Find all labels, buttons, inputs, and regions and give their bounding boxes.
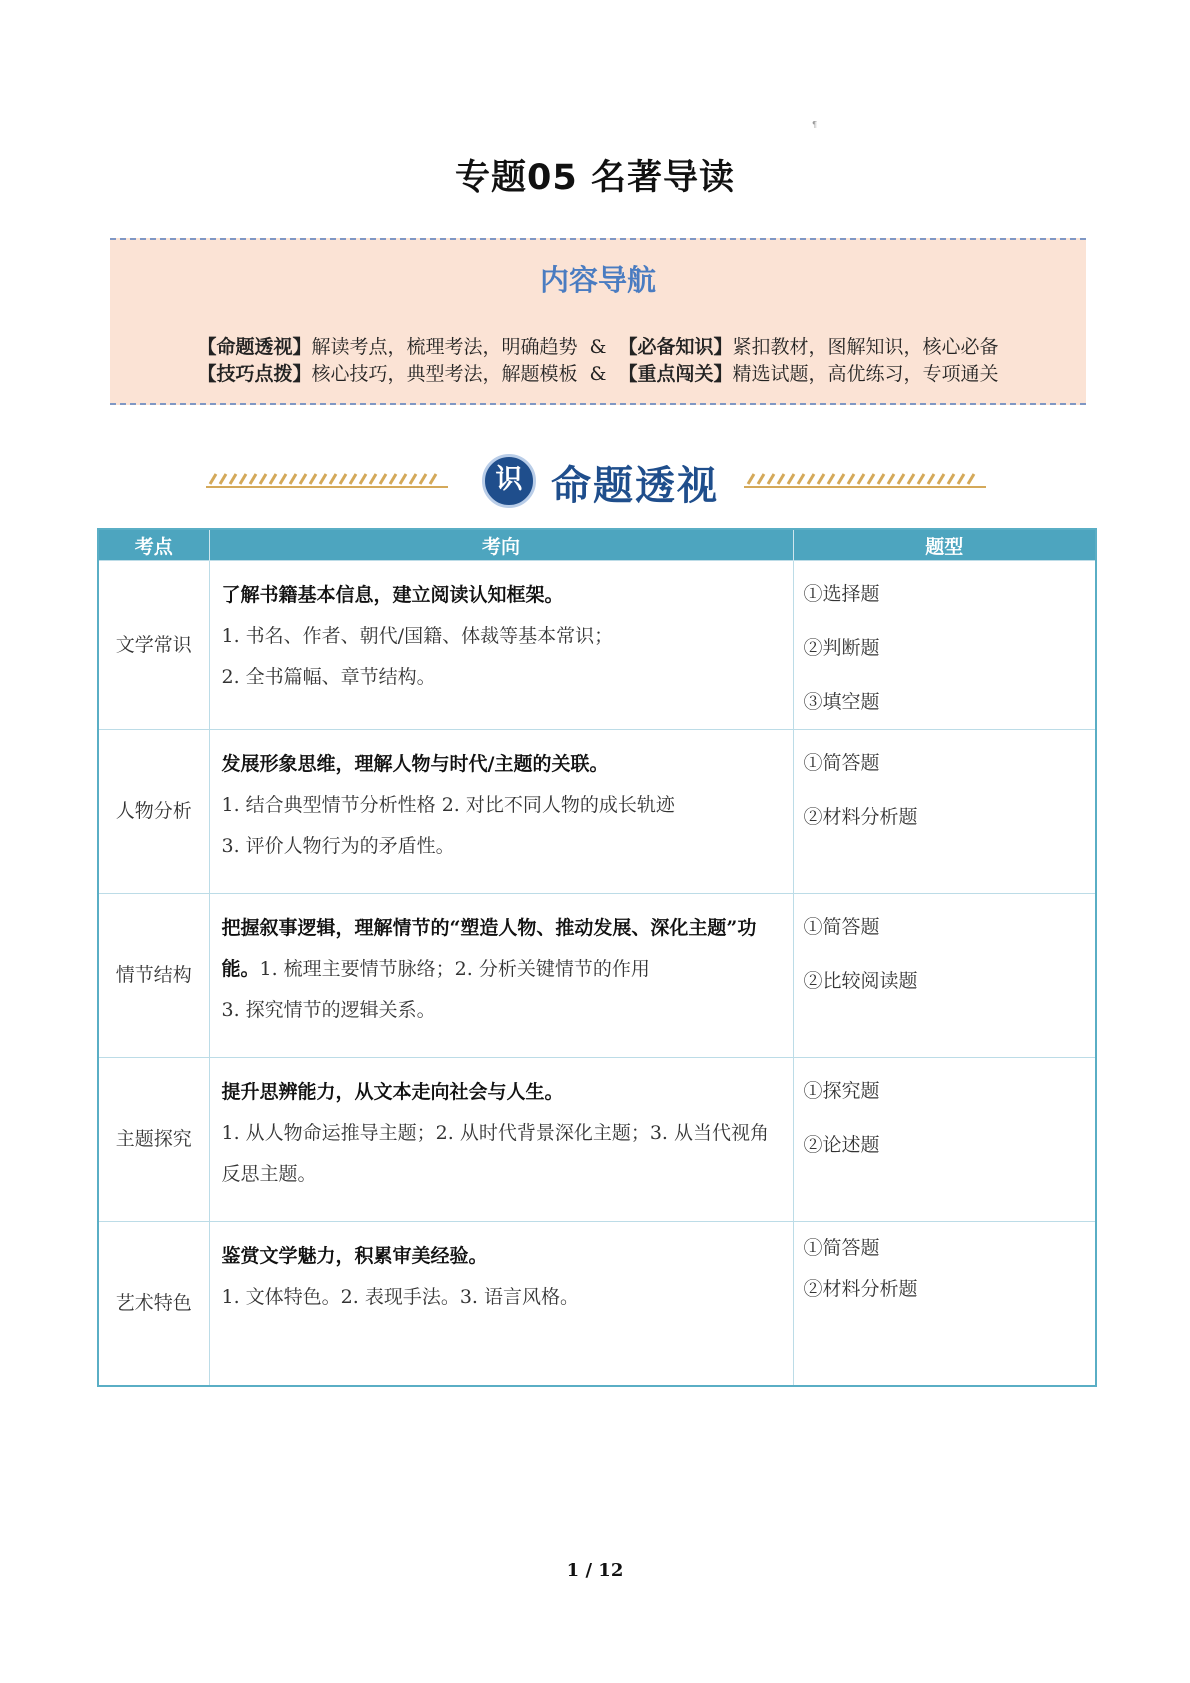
nav-amp: &	[589, 336, 607, 358]
question-type-cell	[793, 730, 1096, 894]
exam-direction-cell	[209, 561, 793, 730]
nav-key: 【技巧点拨】	[197, 363, 312, 385]
hatch-decoration-left	[206, 472, 448, 488]
direction-heading: 发展形象思维，理解人物与时代/主题的关联。	[221, 753, 609, 775]
question-type-cell	[793, 894, 1096, 1058]
direction-inline: 1. 梳理主要情节脉络；2. 分析关键情节的作用	[259, 958, 650, 980]
exam-point-cell: 艺术特色	[98, 1222, 209, 1386]
exam-direction-cell	[209, 1222, 793, 1386]
exam-direction-cell	[209, 1058, 793, 1222]
exam-point-cell: 人物分析	[98, 730, 209, 894]
question-type-cell	[793, 1058, 1096, 1222]
nav-line-2	[110, 359, 1086, 386]
nav-amp: &	[589, 363, 607, 385]
nav-key: 【必备知识】	[618, 336, 733, 358]
table-row	[98, 894, 1096, 1058]
direction-line: 2. 全书篇幅、章节结构。	[221, 666, 436, 688]
nav-text: 紧扣教材，图解知识，核心必备	[732, 336, 999, 358]
question-type: ①选择题	[803, 583, 880, 605]
question-type: ③填空题	[803, 691, 880, 713]
table-row	[98, 1222, 1096, 1386]
nav-key: 【重点闯关】	[618, 363, 733, 385]
section-badge-icon: 识	[482, 454, 536, 508]
question-type: ②比较阅读题	[803, 970, 918, 992]
page-title: 专题05 名著导读	[455, 158, 735, 198]
direction-line: 3. 评价人物行为的矛盾性。	[221, 835, 455, 857]
nav-line-1	[110, 332, 1086, 359]
question-type: ①简答题	[803, 916, 880, 938]
question-type: ②论述题	[803, 1134, 880, 1156]
question-type-cell	[793, 1222, 1096, 1386]
question-type: ②判断题	[803, 637, 880, 659]
direction-heading: 提升思辨能力，从文本走向社会与人生。	[221, 1081, 564, 1103]
direction-line: 1. 书名、作者、朝代/国籍、体裁等基本常识；	[221, 625, 614, 647]
direction-heading: 鉴赏文学魅力，积累审美经验。	[221, 1245, 488, 1267]
question-type: ②材料分析题	[803, 1278, 918, 1300]
hatch-decoration-right	[744, 472, 986, 488]
nav-heading: 内容导航	[539, 263, 656, 297]
page-number: 1 / 12	[566, 1560, 624, 1581]
direction-line: 3. 探究情节的逻辑关系。	[221, 999, 436, 1021]
direction-line: 1. 从人物命运推导主题；2. 从时代背景深化主题；3. 从当代视角反思主题。	[221, 1122, 770, 1185]
direction-line: 1. 结合典型情节分析性格 2. 对比不同人物的成长轨迹	[221, 794, 675, 816]
nav-key: 【命题透视】	[197, 336, 312, 358]
table-row	[98, 730, 1096, 894]
question-type: ①简答题	[803, 1237, 880, 1259]
header-direction: 考向	[209, 529, 793, 561]
section-title: 命题透视	[551, 462, 719, 509]
header-point: 考点	[98, 529, 209, 561]
question-type: ①简答题	[803, 752, 880, 774]
direction-line: 1. 文体特色。2. 表现手法。3. 语言风格。	[221, 1286, 580, 1308]
exam-direction-cell	[209, 894, 793, 1058]
content-navigation-box	[110, 238, 1086, 405]
exam-analysis-table	[97, 528, 1097, 1387]
nav-text: 核心技巧，典型考法，解题模板	[311, 363, 578, 385]
nav-text: 精选试题，高优练习，专项通关	[732, 363, 999, 385]
question-type: ①探究题	[803, 1080, 880, 1102]
nav-text: 解读考点，梳理考法，明确趋势	[311, 336, 578, 358]
direction-heading: 把握叙事逻辑，理解情节的“塑造人物、推动发展、深化主题”功能。	[221, 917, 757, 980]
question-type: ②材料分析题	[803, 806, 918, 828]
pilcrow-mark: ¶	[812, 120, 818, 129]
exam-point-cell: 情节结构	[98, 894, 209, 1058]
exam-point-cell: 主题探究	[98, 1058, 209, 1222]
section-banner	[206, 450, 986, 512]
exam-direction-cell	[209, 730, 793, 894]
question-type-cell	[793, 561, 1096, 730]
header-question-type: 题型	[793, 529, 1096, 561]
direction-paragraph	[222, 908, 781, 990]
table-row	[98, 561, 1096, 730]
exam-point-cell: 文学常识	[98, 561, 209, 730]
direction-heading: 了解书籍基本信息，建立阅读认知框架。	[221, 584, 564, 606]
table-row	[98, 1058, 1096, 1222]
table-header-row	[98, 529, 1096, 561]
